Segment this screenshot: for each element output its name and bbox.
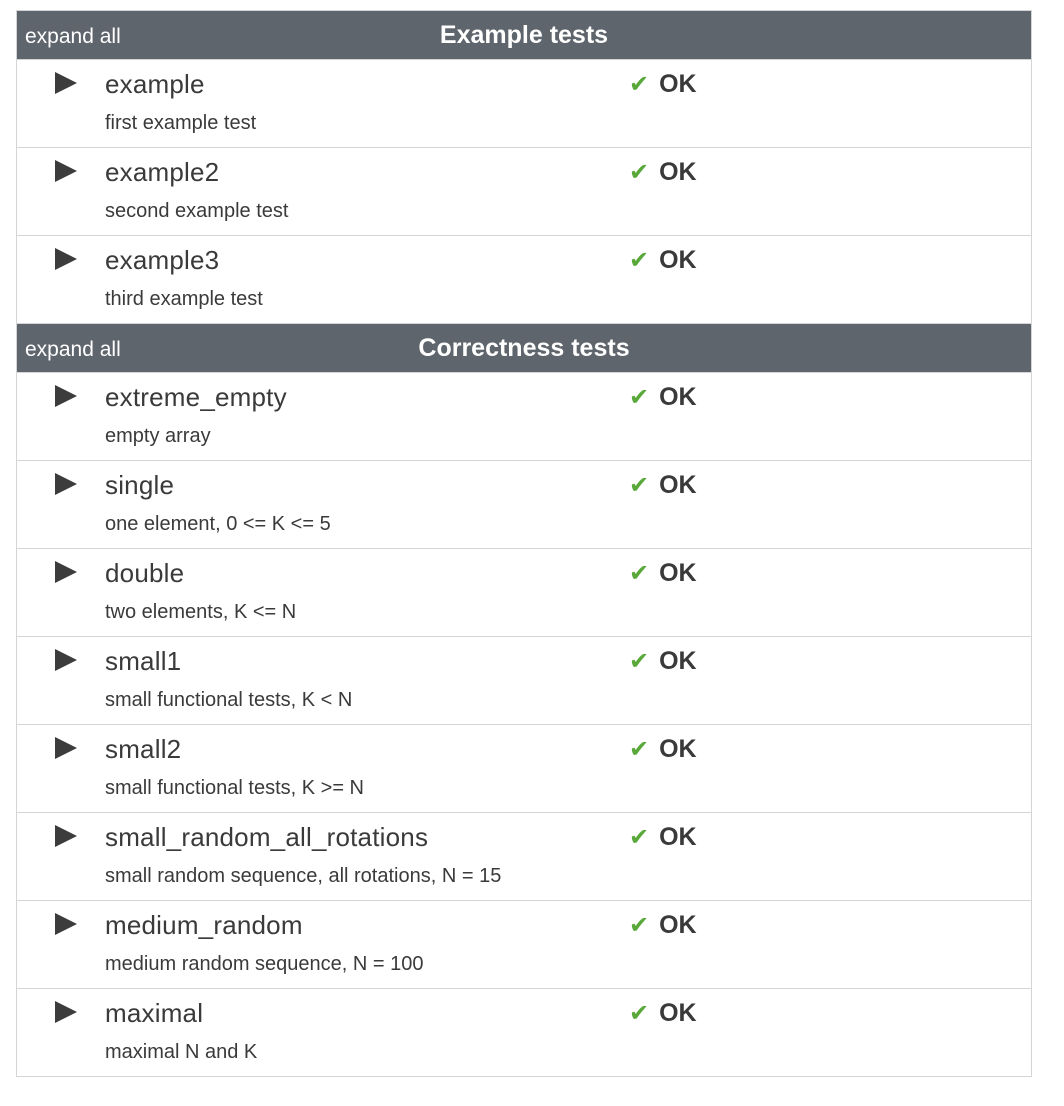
triangle-right-icon[interactable] xyxy=(55,248,77,270)
test-result xyxy=(629,559,697,588)
test-result xyxy=(629,383,697,412)
triangle-right-icon[interactable] xyxy=(55,913,77,935)
test-status: OK xyxy=(659,823,697,851)
test-row-content xyxy=(17,461,1031,548)
test-description: small functional tests, K >= N xyxy=(105,777,365,799)
test-result xyxy=(629,823,697,852)
test-result xyxy=(629,246,697,275)
test-name: maximal xyxy=(105,998,204,1028)
section-header xyxy=(17,11,1032,60)
check-icon: ✔ xyxy=(629,247,650,274)
test-row xyxy=(17,373,1032,461)
section-title: Correctness tests xyxy=(418,333,630,362)
check-icon: ✔ xyxy=(629,384,650,411)
check-icon: ✔ xyxy=(629,912,650,939)
test-row xyxy=(17,461,1032,549)
test-description: medium random sequence, N = 100 xyxy=(105,953,424,975)
test-result xyxy=(629,647,697,676)
test-row xyxy=(17,637,1032,725)
triangle-right-icon[interactable] xyxy=(55,1001,77,1023)
test-name: extreme_empty xyxy=(105,382,287,412)
test-result xyxy=(629,471,697,500)
triangle-right-icon[interactable] xyxy=(55,737,77,759)
test-row-content xyxy=(17,637,1031,724)
test-cell xyxy=(17,373,1032,461)
test-description: empty array xyxy=(105,425,211,447)
test-description: small random sequence, all rotations, N = 15 xyxy=(105,865,502,887)
test-row xyxy=(17,60,1032,148)
test-description: first example test xyxy=(105,112,257,134)
test-row xyxy=(17,148,1032,236)
test-result xyxy=(629,158,697,187)
test-results-table xyxy=(16,10,1032,1077)
test-description: third example test xyxy=(105,288,263,310)
test-results-panel xyxy=(16,10,1032,1077)
test-status: OK xyxy=(659,383,697,411)
test-row-content xyxy=(17,373,1031,460)
test-status: OK xyxy=(659,911,697,939)
test-status: OK xyxy=(659,158,697,186)
check-icon: ✔ xyxy=(629,159,650,186)
triangle-right-icon[interactable] xyxy=(55,649,77,671)
test-status: OK xyxy=(659,559,697,587)
test-cell xyxy=(17,549,1032,637)
test-description: one element, 0 <= K <= 5 xyxy=(105,513,331,535)
test-result xyxy=(629,911,697,940)
test-status: OK xyxy=(659,246,697,274)
test-row xyxy=(17,549,1032,637)
test-cell xyxy=(17,148,1032,236)
triangle-right-icon[interactable] xyxy=(55,473,77,495)
test-row-content xyxy=(17,236,1031,323)
test-status: OK xyxy=(659,471,697,499)
check-icon: ✔ xyxy=(629,560,650,587)
test-row-content xyxy=(17,549,1031,636)
check-icon: ✔ xyxy=(629,736,650,763)
test-name: small2 xyxy=(105,734,182,764)
test-cell xyxy=(17,60,1032,148)
test-row-content xyxy=(17,725,1031,812)
triangle-right-icon[interactable] xyxy=(55,72,77,94)
expand-all-link[interactable]: expand all xyxy=(25,338,121,361)
test-name: example2 xyxy=(105,157,220,187)
test-row xyxy=(17,813,1032,901)
section-header xyxy=(17,324,1032,373)
test-status: OK xyxy=(659,70,697,98)
check-icon: ✔ xyxy=(629,648,650,675)
test-name: example xyxy=(105,69,205,99)
check-icon: ✔ xyxy=(629,472,650,499)
check-icon: ✔ xyxy=(629,71,650,98)
test-cell xyxy=(17,901,1032,989)
test-cell xyxy=(17,989,1032,1077)
test-row-content xyxy=(17,901,1031,988)
triangle-right-icon[interactable] xyxy=(55,825,77,847)
test-row xyxy=(17,989,1032,1077)
check-icon: ✔ xyxy=(629,824,650,851)
test-status: OK xyxy=(659,647,697,675)
test-description: maximal N and K xyxy=(105,1041,258,1063)
test-cell xyxy=(17,725,1032,813)
test-cell xyxy=(17,637,1032,725)
test-name: double xyxy=(105,558,185,588)
triangle-right-icon[interactable] xyxy=(55,561,77,583)
triangle-right-icon[interactable] xyxy=(55,385,77,407)
test-name: medium_random xyxy=(105,910,303,940)
test-name: example3 xyxy=(105,245,220,275)
section-header-cell xyxy=(17,11,1032,60)
section-header-cell xyxy=(17,324,1032,373)
test-description: two elements, K <= N xyxy=(105,601,297,623)
test-status: OK xyxy=(659,735,697,763)
check-icon: ✔ xyxy=(629,1000,650,1027)
test-description: small functional tests, K < N xyxy=(105,689,353,711)
test-result xyxy=(629,999,697,1028)
test-row-content xyxy=(17,989,1031,1076)
test-cell xyxy=(17,236,1032,324)
test-row-content xyxy=(17,813,1031,900)
test-row-content xyxy=(17,60,1031,147)
test-row xyxy=(17,725,1032,813)
test-result xyxy=(629,70,697,99)
test-result xyxy=(629,735,697,764)
test-description: second example test xyxy=(105,200,289,222)
triangle-right-icon[interactable] xyxy=(55,160,77,182)
test-cell xyxy=(17,461,1032,549)
test-status: OK xyxy=(659,999,697,1027)
test-row-content xyxy=(17,148,1031,235)
test-row xyxy=(17,901,1032,989)
expand-all-link[interactable]: expand all xyxy=(25,25,121,48)
test-name: small_random_all_rotations xyxy=(105,822,429,852)
test-cell xyxy=(17,813,1032,901)
section-title: Example tests xyxy=(439,20,609,49)
test-row xyxy=(17,236,1032,324)
test-name: small1 xyxy=(105,646,182,676)
test-name: single xyxy=(105,470,175,500)
